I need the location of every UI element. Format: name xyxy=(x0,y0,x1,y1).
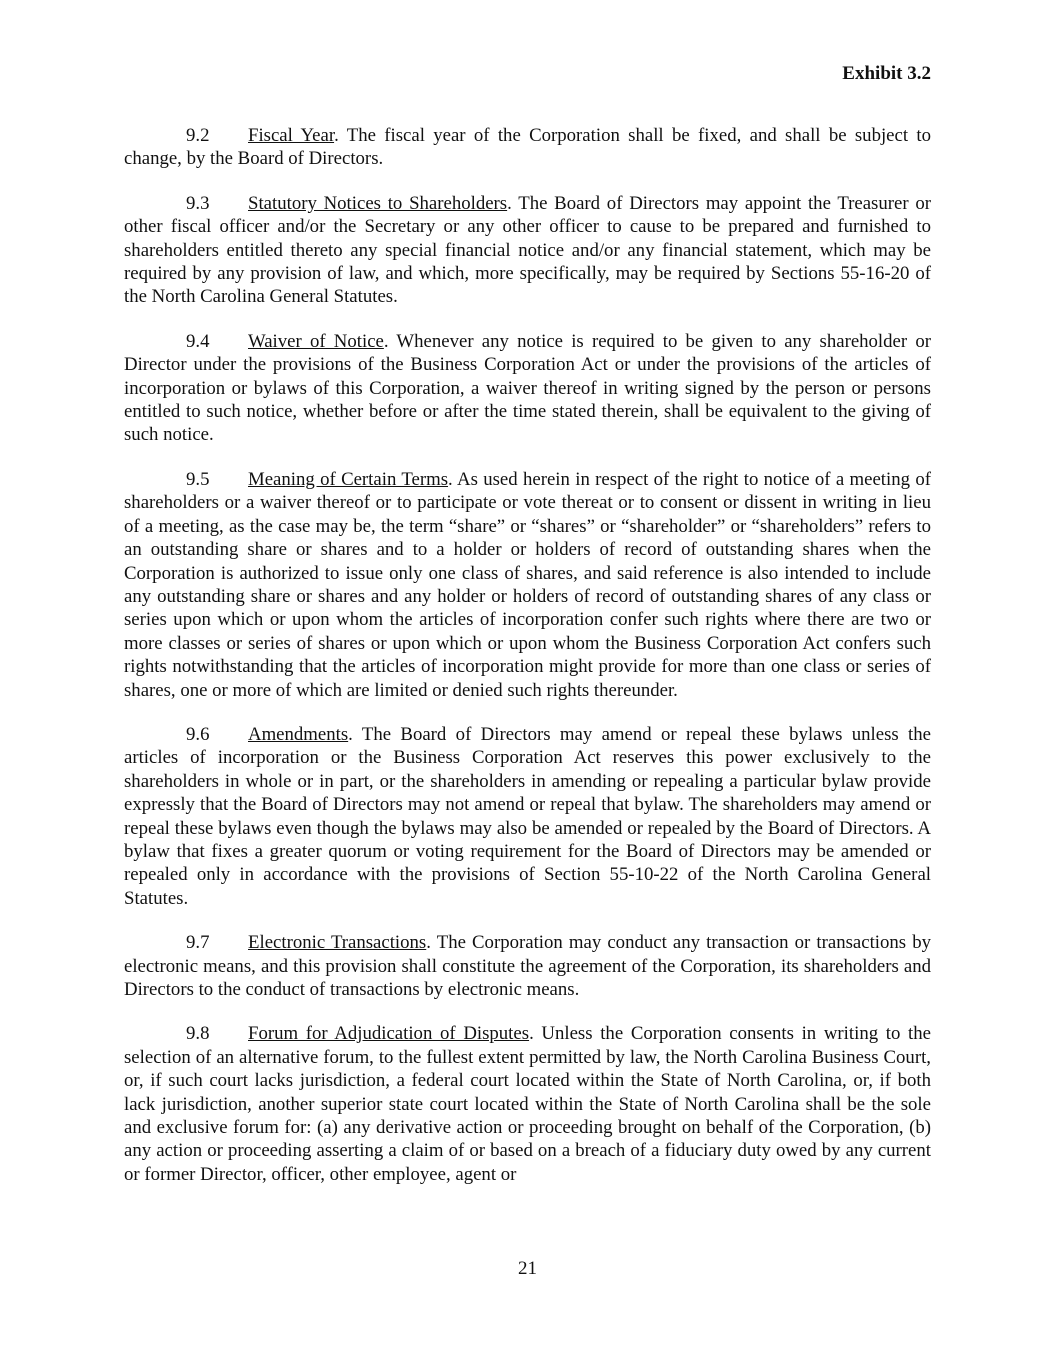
section-number: 9.4 xyxy=(186,330,210,352)
section-9-3 xyxy=(124,192,931,309)
section-heading: Waiver of Notice xyxy=(248,330,384,352)
section-9-5 xyxy=(124,468,931,702)
section-number: 9.2 xyxy=(186,125,210,146)
section-heading: Meaning of Certain Terms xyxy=(248,468,449,490)
section-text: . The Board of Directors may amend or repeal these bylaws unless the articles of incorporation or the Business Corporation Act reserves this power exclusively to the shareholders in whole or in part, or the shareholders in amending or repealing a particular bylaw provide expressly that the Board of Directors may not amend or repeal that bylaw. The shareholders may amend or repeal these bylaws even though the bylaws may also be amended or repealed by the Board of Directors. A bylaw that fixes a greater quorum or voting requirement for the Board of Directors may be amended or repealed only in accordance with the provisions of Section 55-10-22 of the North Carolina General Statutes. xyxy=(124,723,931,909)
section-heading: Forum for Adjudication of Disputes xyxy=(248,1023,530,1045)
section-text: . Unless the Corporation consents in writing to the selection of an alternative forum, to the fullest extent permitted by law, the North Carolina Business Court, or, if such court lacks jurisdiction, a federal court located within the State of North Carolina, or, if both lack jurisdiction, another superior state court located within the State of North Carolina shall be the sole and exclusive forum for: (a) any derivative action or proceeding brought on behalf of the Corporation, (b) any action or proceeding asserting a claim of or based on a breach of a fiduciary duty owed by any current or former Director, officer, other employee, agent or xyxy=(124,1023,931,1185)
section-text: . The Board of Directors may appoint the Treasurer or other fiscal officer and/or the Secretary or any other officer to cause to be prepared and furnished to shareholders entitled thereto any special financial notice and/or any financial statement, which may be required by any provision of law, and which, more specifically, may be required by Sections 55-16-20 of the North Carolina General Statutes. xyxy=(124,192,931,308)
section-heading: Statutory Notices to Shareholders xyxy=(248,192,508,214)
section-number: 9.5 xyxy=(186,468,210,490)
section-9-8 xyxy=(124,1022,931,1186)
section-9-2 xyxy=(124,124,931,171)
section-text: . The fiscal year of the Corporation shall be fixed, and shall be subject to change, by the Board of Directors. xyxy=(124,125,932,170)
section-number: 9.7 xyxy=(186,932,210,954)
section-heading: Fiscal Year xyxy=(248,125,335,146)
section-heading: Electronic Transactions xyxy=(248,932,427,954)
document-body xyxy=(124,124,931,1207)
section-number: 9.8 xyxy=(186,1023,210,1045)
section-heading: Amendments xyxy=(248,723,349,745)
section-9-4 xyxy=(124,330,931,447)
section-text: . The Corporation may conduct any transaction or transactions by electronic means, and this provision shall constitute the agreement of the Corporation, its shareholders and Directors to the conduct of transactions by electronic means. xyxy=(124,932,931,1000)
section-9-7 xyxy=(124,931,931,1001)
page-number: 21 xyxy=(518,1258,537,1279)
section-9-6 xyxy=(124,723,931,910)
section-number: 9.6 xyxy=(186,723,210,745)
section-number: 9.3 xyxy=(186,192,210,214)
exhibit-label: Exhibit 3.2 xyxy=(842,63,931,84)
section-text: . As used herein in respect of the right to notice of a meeting of shareholders or a waiver thereof or to participate or vote thereat or to consent or dissent in writing in lieu of a meeting, as the case may be, the term “share” or “shares” or “shareholder” or “shareholders” refers to an outstanding share or shares and to a holder or holders of record of outstanding shares when the Corporation is authorized to issue only one class of shares, and said reference is also intended to include any outstanding share or shares and any holder or holders of record of outstanding shares of any class or series upon which or upon whom the articles of incorporation confer such rights where there are two or more classes or series of shares or upon which or upon whom the Business Corporation Act confers such rights notwithstanding that the articles of incorporation might provide for more than one class or series of shares, one or more of which are limited or denied such rights thereunder. xyxy=(124,468,931,701)
section-text: . Whenever any notice is required to be given to any shareholder or Director under the provisions of the Business Corporation Act or under the provisions of the articles of incorporation or bylaws of this Corporation, a waiver thereof in writing signed by the person or persons entitled to such notice, whether before or after the time stated therein, shall be equivalent to the giving of such notice. xyxy=(124,330,931,446)
